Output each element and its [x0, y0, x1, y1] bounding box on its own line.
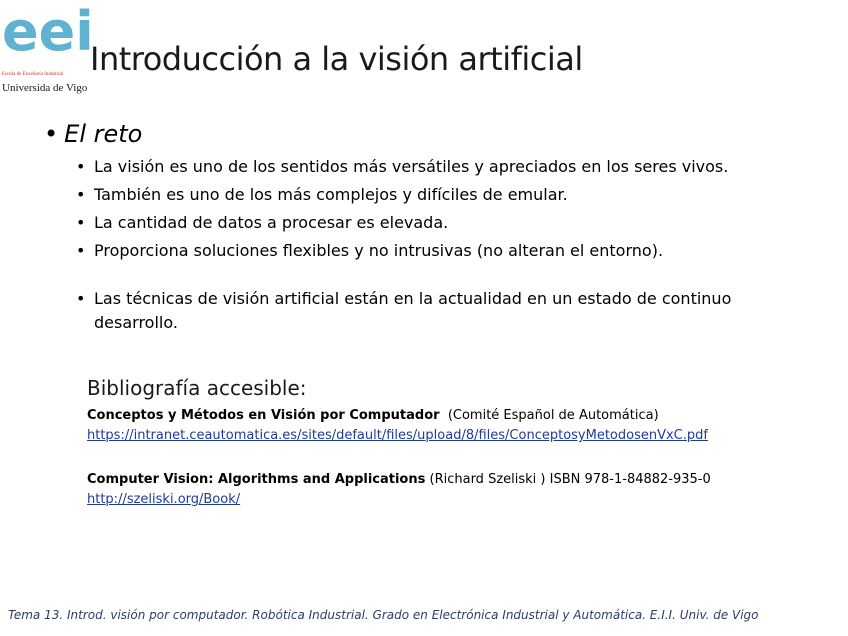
bullet-dot: •: [76, 289, 86, 308]
bibliography-heading: Bibliografía accesible:: [87, 376, 307, 400]
slide-footer: Tema 13. Introd. visión por computador. Robótica Industrial. Grado en Electrónica Industrial y Automática. E.I.I. Univ. de Vigo: [8, 608, 759, 622]
list-item-text: También es uno de los más complejos y difíciles de emular.: [94, 185, 568, 204]
list-item: [76, 183, 806, 207]
reference-1-author: (Comité Español de Automática): [447, 408, 659, 423]
list-item-text: La cantidad de datos a procesar es elevada.: [94, 213, 449, 232]
slide-heading: [44, 120, 142, 148]
list-item: [76, 239, 806, 263]
logo-school-name: Escola de Enxeñaría Industrial: [2, 72, 64, 77]
reference-2-title: Computer Vision: Algorithms and Applications: [87, 472, 426, 487]
reference-1-title: Conceptos y Métodos en Visión por Computador: [87, 408, 440, 423]
university-logo: [2, 0, 94, 98]
reference-1: [87, 406, 807, 426]
bullet-dot: •: [44, 120, 59, 148]
list-item-text: La visión es uno de los sentidos más versátiles y apreciados en los seres vivos.: [94, 157, 729, 176]
spacer: [87, 446, 807, 470]
reference-2: [87, 470, 807, 490]
slide-title: Introducción a la visión artificial: [90, 40, 583, 78]
bullet-list: [76, 155, 806, 339]
bullet-dot: •: [76, 213, 86, 232]
bullet-dot: •: [76, 157, 86, 176]
list-item-text: Proporciona soluciones flexibles y no intrusivas (no alteran el entorno).: [94, 241, 664, 260]
list-item: [76, 211, 806, 235]
bibliography: [87, 376, 807, 510]
slide-heading-text: El reto: [64, 120, 143, 148]
bullet-dot: •: [76, 185, 86, 204]
eei-logo-icon: [2, 0, 94, 63]
reference-2-link[interactable]: http://szeliski.org/Book/: [87, 492, 241, 507]
list-item-text: Las técnicas de visión artificial están en la actualidad en un estado de continuo desarrollo.: [94, 289, 732, 332]
logo-university-name: Universida de Vigo: [2, 82, 88, 94]
reference-2-author: (Richard Szeliski ) ISBN 978-1-84882-935-0: [429, 472, 711, 487]
reference-1-link[interactable]: https://intranet.ceautomatica.es/sites/default/files/upload/8/files/ConceptosyMetodosenVxC.pdf: [87, 428, 708, 443]
list-item: [76, 155, 806, 179]
list-item: [76, 287, 806, 335]
logo-mark: eei: [2, 0, 94, 63]
bullet-dot: •: [76, 241, 86, 260]
